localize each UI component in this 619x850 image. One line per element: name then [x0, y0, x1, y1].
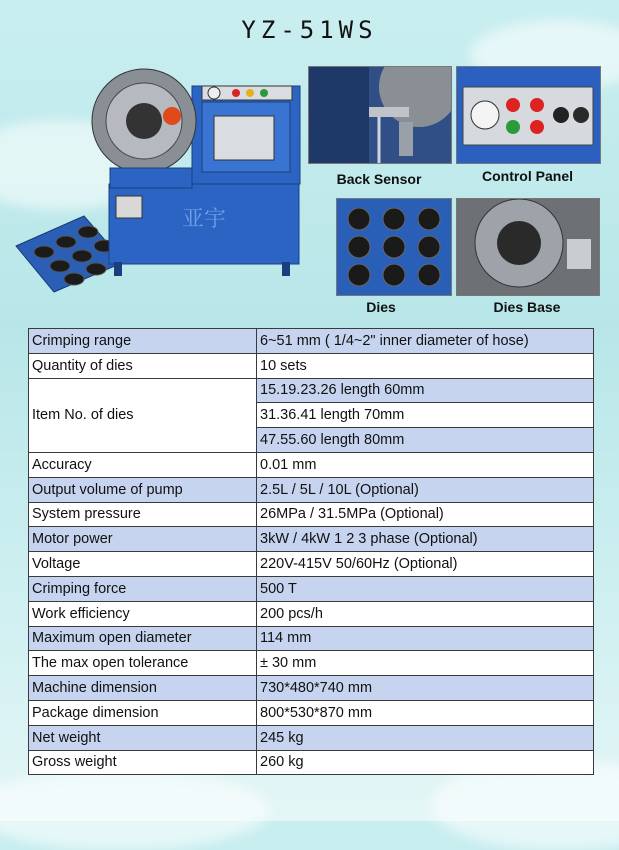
spec-value: 260 kg — [257, 750, 594, 775]
spec-value: 114 mm — [257, 626, 594, 651]
machine-photo — [14, 66, 304, 296]
spec-value: 47.55.60 length 80mm — [257, 428, 594, 453]
spec-label: Motor power — [29, 527, 257, 552]
table-row — [29, 725, 594, 750]
spec-value: 6~51 mm ( 1/4~2" inner diameter of hose) — [257, 329, 594, 354]
table-row — [29, 651, 594, 676]
back-sensor-photo — [308, 66, 452, 164]
spec-value: 10 sets — [257, 353, 594, 378]
spec-label: Work efficiency — [29, 601, 257, 626]
table-row — [29, 452, 594, 477]
dies-caption: Dies — [366, 299, 396, 315]
spec-value: ± 30 mm — [257, 651, 594, 676]
spec-label: Machine dimension — [29, 676, 257, 701]
dies-base-caption: Dies Base — [493, 299, 561, 315]
table-row — [29, 477, 594, 502]
spec-value: 730*480*740 mm — [257, 676, 594, 701]
dies-base-photo — [456, 198, 600, 296]
spec-label: The max open tolerance — [29, 651, 257, 676]
table-row — [29, 353, 594, 378]
spec-label: Quantity of dies — [29, 353, 257, 378]
spec-label: Voltage — [29, 552, 257, 577]
table-row — [29, 378, 594, 403]
spec-label: Maximum open diameter — [29, 626, 257, 651]
spec-table — [28, 328, 594, 775]
spec-label: Accuracy — [29, 452, 257, 477]
spec-value: 3kW / 4kW 1 2 3 phase (Optional) — [257, 527, 594, 552]
spec-value: 200 pcs/h — [257, 601, 594, 626]
spec-value: 15.19.23.26 length 60mm — [257, 378, 594, 403]
spec-label: Net weight — [29, 725, 257, 750]
table-row — [29, 750, 594, 775]
back-sensor-caption: Back Sensor — [336, 171, 422, 187]
spec-value: 31.36.41 length 70mm — [257, 403, 594, 428]
spec-label: Crimping force — [29, 576, 257, 601]
control-panel-photo — [456, 66, 601, 164]
spec-label: System pressure — [29, 502, 257, 527]
spec-label: Gross weight — [29, 750, 257, 775]
spec-value: 2.5L / 5L / 10L (Optional) — [257, 477, 594, 502]
table-row — [29, 700, 594, 725]
machine-logo: 亚宇 — [181, 207, 227, 232]
spec-value: 220V-415V 50/60Hz (Optional) — [257, 552, 594, 577]
table-row — [29, 502, 594, 527]
spec-value: 500 T — [257, 576, 594, 601]
table-row — [29, 676, 594, 701]
table-row — [29, 601, 594, 626]
table-row — [29, 329, 594, 354]
table-row — [29, 576, 594, 601]
dies-photo — [336, 198, 452, 296]
table-row — [29, 527, 594, 552]
spec-label: Crimping range — [29, 329, 257, 354]
spec-label: Output volume of pump — [29, 477, 257, 502]
spec-label: Package dimension — [29, 700, 257, 725]
spec-label: Item No. of dies — [29, 378, 257, 452]
table-row — [29, 626, 594, 651]
table-row — [29, 552, 594, 577]
background-cloud — [0, 770, 270, 850]
spec-value: 0.01 mm — [257, 452, 594, 477]
control-panel-caption: Control Panel — [481, 168, 573, 184]
spec-value: 26MPa / 31.5MPa (Optional) — [257, 502, 594, 527]
spec-value: 245 kg — [257, 725, 594, 750]
spec-value: 800*530*870 mm — [257, 700, 594, 725]
page-title: YZ-51WS — [241, 16, 378, 44]
